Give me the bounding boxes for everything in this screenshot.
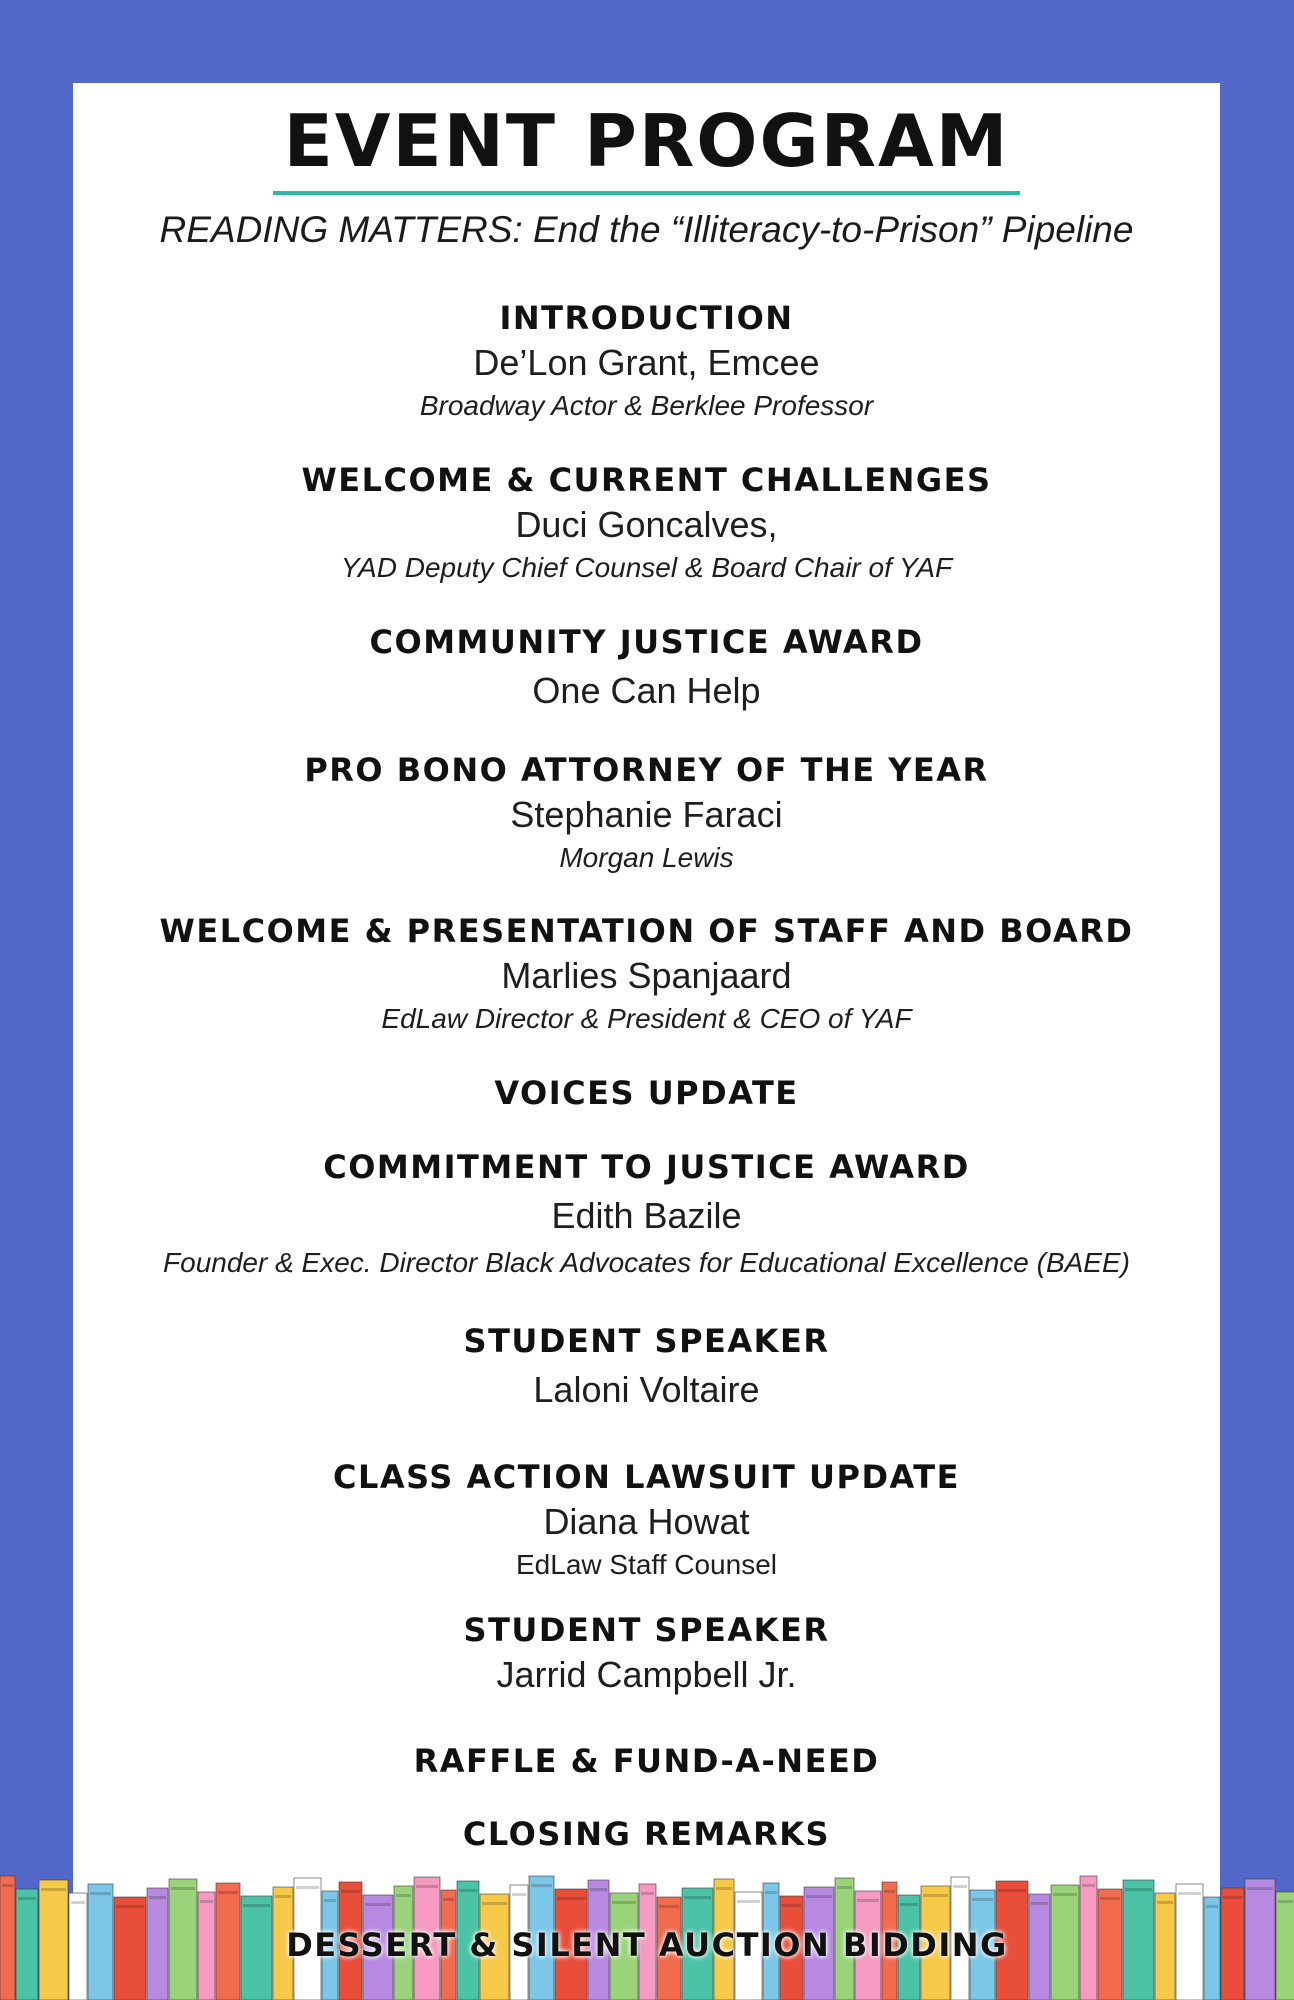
item-name: De’Lon Grant, Emcee — [473, 342, 820, 383]
book-spine-band — [782, 1904, 801, 1907]
book-spine-band — [1178, 1892, 1201, 1895]
item-role: Founder & Exec. Director Black Advocates for Educational Excellence (BAEE) — [163, 1247, 1130, 1278]
book-spine-band — [1206, 1905, 1218, 1908]
book-spine-band — [590, 1888, 607, 1891]
book-spine-band — [1082, 1884, 1095, 1887]
item-name: Edith Bazile — [551, 1195, 742, 1236]
program-item-student-speaker-1 — [73, 1320, 1220, 1414]
item-name: Diana Howat — [543, 1501, 750, 1542]
book-spine-band — [765, 1891, 777, 1894]
book-spine-band — [1053, 1893, 1077, 1896]
book-spine-band — [972, 1898, 993, 1901]
book-spine-band — [1031, 1902, 1048, 1905]
item-name: Duci Goncalves, — [515, 504, 778, 545]
program-item-raffle — [73, 1740, 1220, 1782]
book-spine-band — [612, 1901, 636, 1904]
book-spine-band — [116, 1905, 144, 1908]
program-item-introduction — [73, 297, 1220, 425]
book-spine-band — [737, 1900, 760, 1903]
item-name: Jarrid Campbell Jr. — [496, 1654, 797, 1695]
item-name: One Can Help — [532, 670, 761, 711]
program-item-student-speaker-2 — [73, 1609, 1220, 1699]
item-heading: STUDENT SPEAKER — [463, 1322, 830, 1360]
item-heading: WELCOME & PRESENTATION OF STAFF AND BOARD — [159, 912, 1134, 950]
program-item-voices-update — [73, 1072, 1220, 1114]
program-item-lawsuit-update — [73, 1456, 1220, 1584]
book-spine-band — [659, 1905, 679, 1908]
item-heading: CLOSING REMARKS — [462, 1815, 831, 1853]
book-spine-band — [641, 1892, 654, 1895]
book-spine-band — [1278, 1900, 1293, 1903]
book-spine-band — [1157, 1901, 1173, 1904]
item-heading: COMMUNITY JUSTICE AWARD — [369, 623, 924, 661]
title-underline — [273, 191, 1020, 195]
book-spine-band — [41, 1888, 66, 1891]
program-item-community-award — [73, 621, 1220, 715]
item-heading: RAFFLE & FUND-A-NEED — [413, 1742, 880, 1780]
program-item-dessert-auction: DESSERT & SILENT AUCTION BIDDING — [286, 1926, 1008, 1964]
program-item-commitment-award — [73, 1146, 1220, 1282]
book-spine-band — [482, 1902, 507, 1905]
book-spine-band — [275, 1895, 291, 1898]
book-spine-band — [557, 1897, 585, 1900]
item-heading: COMMITMENT TO JUSTICE AWARD — [323, 1148, 970, 1186]
book-spine-band — [857, 1899, 879, 1902]
book-spine-band — [396, 1894, 411, 1897]
book-spine-band — [71, 1901, 85, 1904]
book-spine-band — [200, 1900, 213, 1903]
item-name: Stephanie Faraci — [510, 794, 783, 835]
book-spine-band — [243, 1904, 270, 1907]
book-spine-band — [1125, 1888, 1152, 1891]
item-role: YAD Deputy Chief Counsel & Board Chair of YAF — [340, 552, 953, 583]
book-spine-band — [171, 1887, 195, 1890]
book-spine-band — [531, 1884, 552, 1887]
item-role: EdLaw Director & President & CEO of YAF — [381, 1003, 912, 1034]
book-spine-band — [416, 1885, 438, 1888]
item-heading: WELCOME & CURRENT CHALLENGES — [301, 461, 992, 499]
book-spine-band — [459, 1889, 477, 1892]
book-spine-band — [837, 1886, 852, 1889]
program-card — [73, 83, 1220, 2000]
item-heading: INTRODUCTION — [499, 299, 794, 337]
book-spine-band — [806, 1895, 832, 1898]
item-heading: STUDENT SPEAKER — [463, 1611, 830, 1649]
page-title: EVENT PROGRAM — [283, 99, 1010, 183]
book-spine-band — [90, 1892, 111, 1895]
item-name: Marlies Spanjaard — [501, 955, 792, 996]
book-spine-band — [716, 1887, 732, 1890]
book-spine-band — [884, 1890, 895, 1893]
item-role: Broadway Actor & Berklee Professor — [419, 390, 874, 421]
item-role: Morgan Lewis — [559, 842, 734, 873]
book-spine-band — [923, 1894, 948, 1897]
book-spine-band — [443, 1898, 454, 1901]
book-spine-band — [1247, 1887, 1273, 1890]
book-spine-band — [953, 1885, 967, 1888]
program-item-welcome-challenges — [73, 459, 1220, 587]
program-item-closing — [73, 1813, 1220, 1855]
program-item-pro-bono — [73, 749, 1220, 877]
item-heading: PRO BONO ATTORNEY OF THE YEAR — [304, 751, 989, 789]
book-spine-band — [998, 1889, 1026, 1892]
book-spine-band — [296, 1886, 319, 1889]
item-heading: VOICES UPDATE — [494, 1074, 799, 1112]
book-spine-band — [324, 1899, 336, 1902]
book-spine-band — [365, 1903, 391, 1906]
event-subtitle: READING MATTERS: End the “Illiteracy-to-Prison” Pipeline — [159, 209, 1134, 250]
book-spine-band — [1223, 1896, 1242, 1899]
book-spine-band — [341, 1890, 360, 1893]
book-spine-band — [900, 1903, 918, 1906]
program-item-staff-board — [73, 910, 1220, 1038]
book-spine-band — [512, 1893, 526, 1896]
item-role: EdLaw Staff Counsel — [516, 1549, 777, 1580]
book-spine-band — [218, 1891, 238, 1894]
item-heading: CLASS ACTION LAWSUIT UPDATE — [333, 1458, 960, 1496]
book-spine-band — [149, 1896, 166, 1899]
item-name: Laloni Voltaire — [533, 1369, 760, 1410]
book-spine-band — [1100, 1897, 1120, 1900]
book-spine-band — [684, 1896, 711, 1899]
book-spine-band — [18, 1897, 36, 1900]
book-spine-band — [2, 1884, 13, 1887]
